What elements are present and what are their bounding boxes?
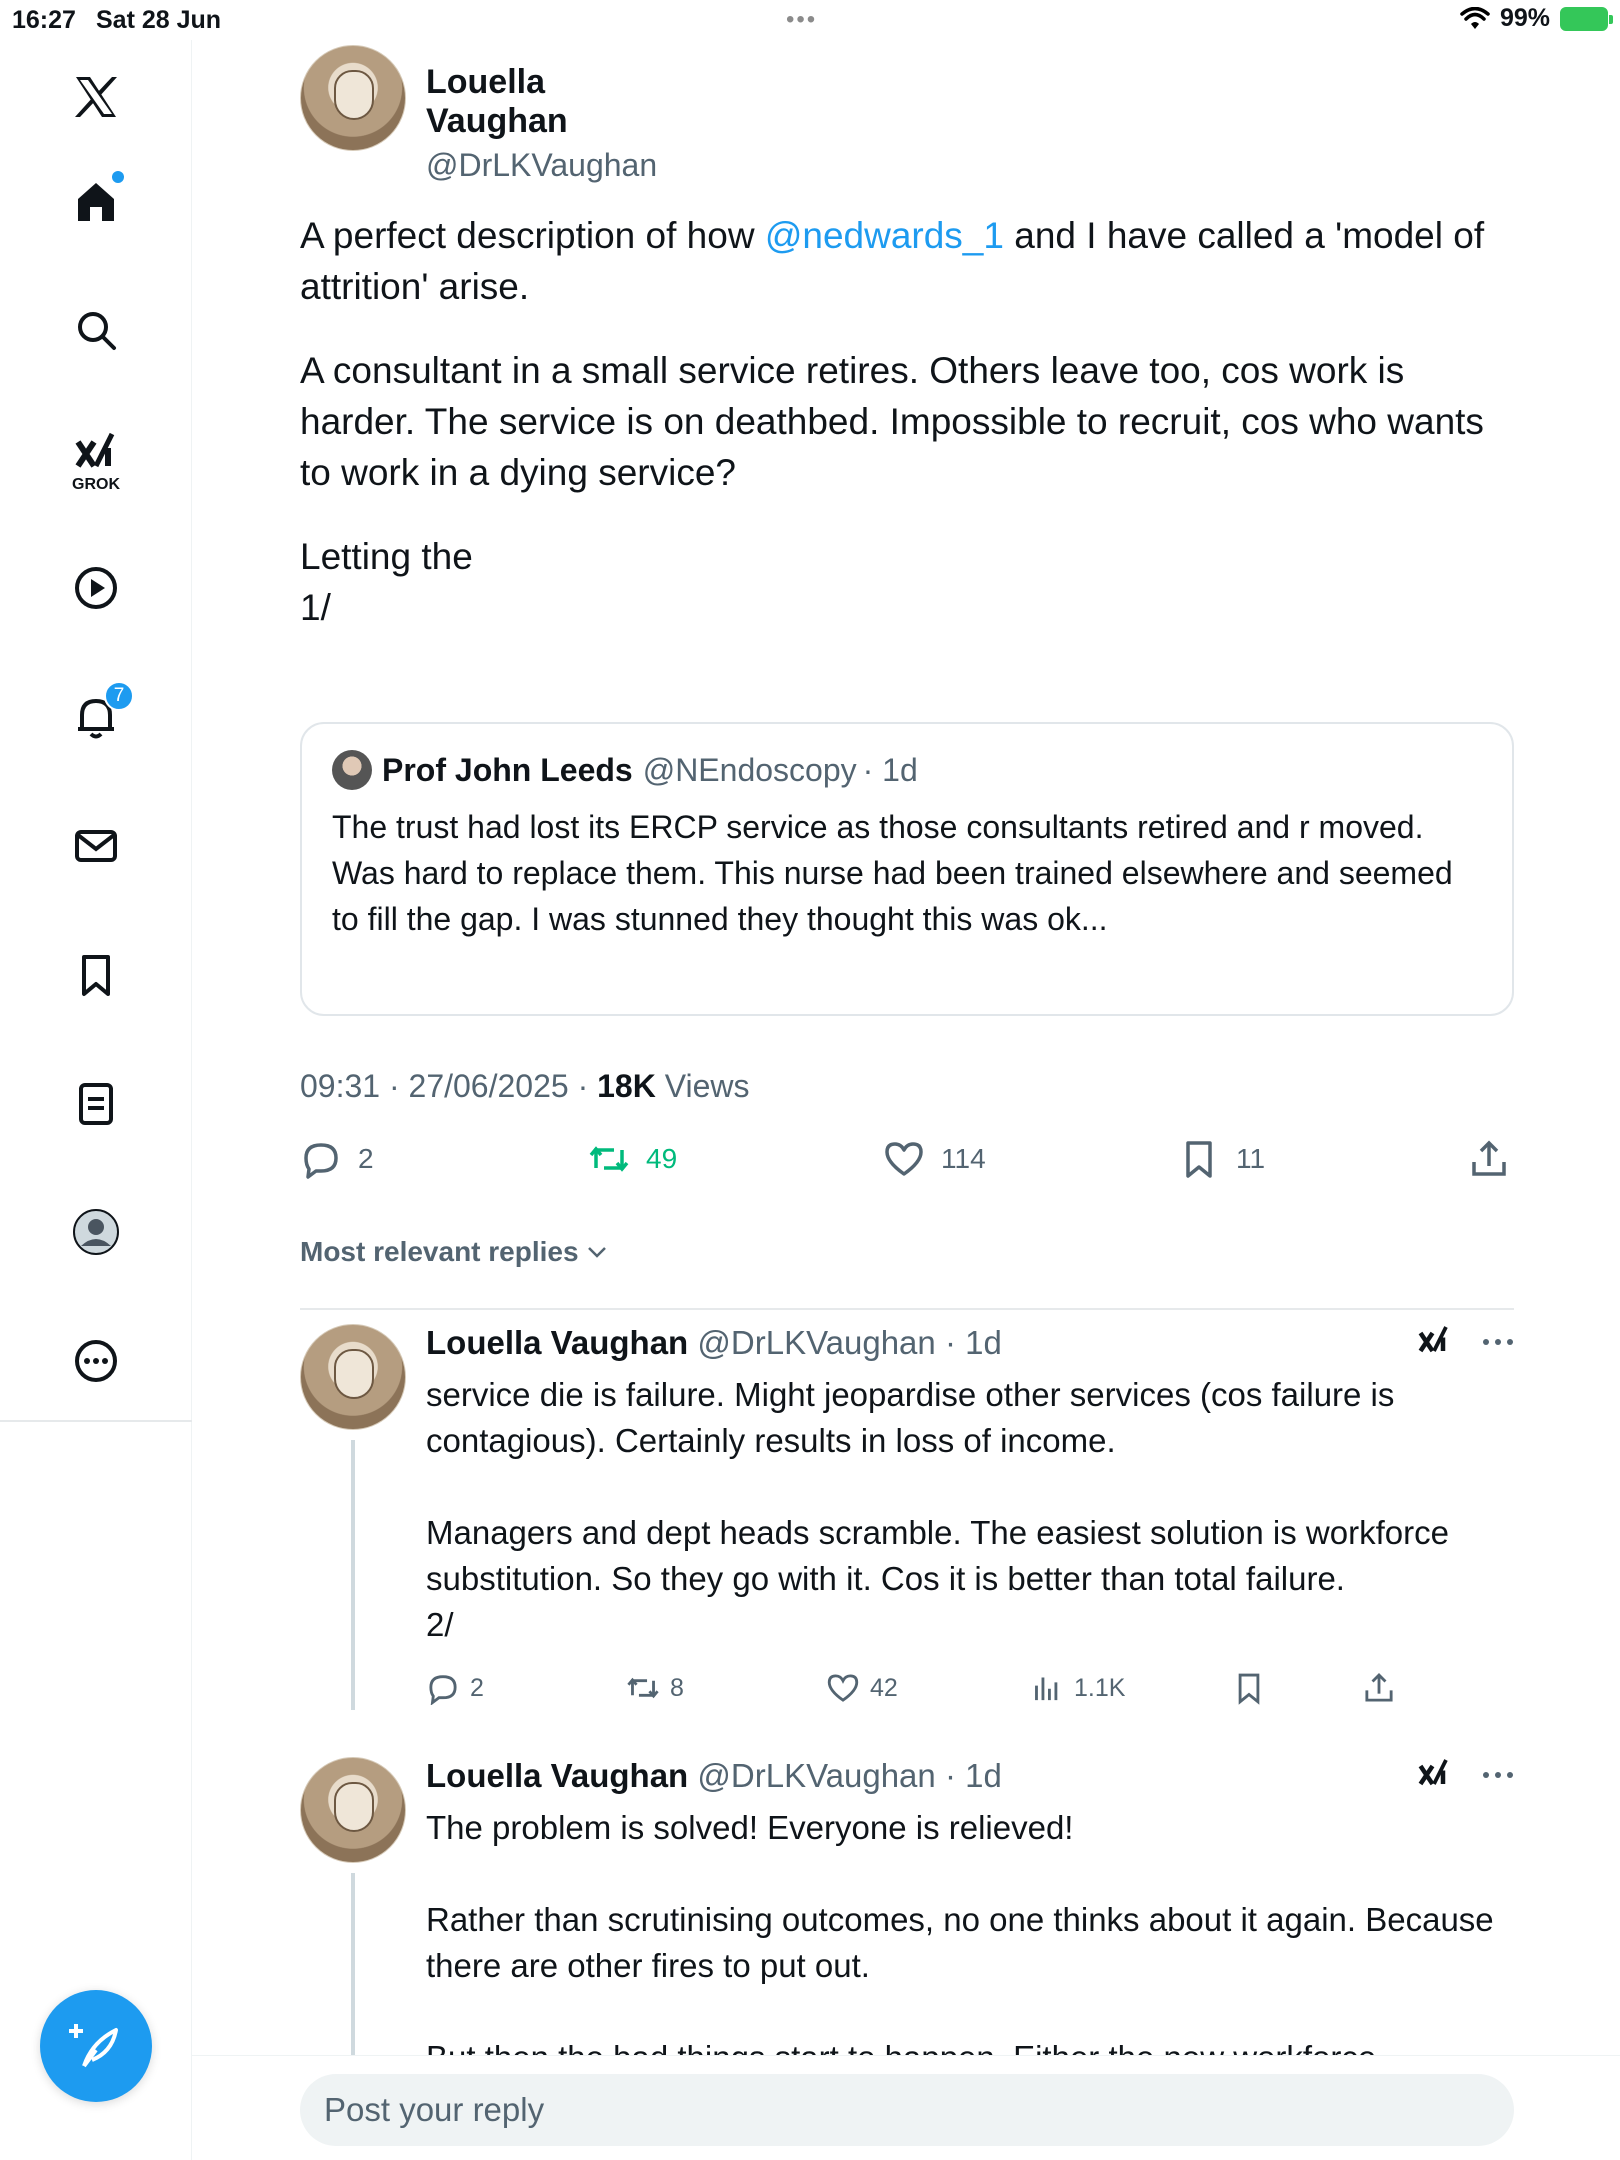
video-icon[interactable]: [64, 556, 128, 620]
sidebar: [0, 40, 192, 2160]
grok-icon[interactable]: [1416, 1324, 1452, 1360]
home-icon[interactable]: [64, 169, 128, 233]
share-button[interactable]: [1468, 1138, 1510, 1180]
reply-item[interactable]: [300, 1324, 1514, 1702]
more-icon[interactable]: [64, 1329, 128, 1393]
views-count: 18K: [597, 1068, 656, 1104]
retweet-count: 8: [670, 1673, 684, 1702]
battery-icon: [1560, 7, 1608, 31]
tweet-body: [300, 210, 1514, 666]
quoted-author-name: Prof John Leeds: [382, 751, 633, 788]
retweet-icon: [626, 1671, 660, 1705]
reply-button[interactable]: [300, 1138, 374, 1180]
reply-paragraph: Rather than scrutinising outcomes, no one thinks about it again. Because there are other fires to put out.: [426, 1901, 1494, 1984]
reply-paragraph: Managers and dept heads scramble. The easiest solution is workforce substitution. So they go with it. Cos it is better than total failure.: [426, 1514, 1449, 1597]
reply-time: · 1d: [944, 1757, 1002, 1794]
reply-author-handle[interactable]: @DrLKVaughan: [697, 1757, 936, 1794]
reply-paragraph: service die is failure. Might jeopardise other services (cos failure is contagious). Certainly results in loss of income.: [426, 1376, 1395, 1459]
views-button[interactable]: [1030, 1671, 1125, 1705]
thread-counter: 2/: [426, 1606, 454, 1643]
tweet-paragraph: Letting the: [300, 536, 473, 577]
notifications-badge: 7: [104, 681, 134, 711]
retweet-icon: [588, 1138, 630, 1180]
author-handle[interactable]: @DrLKVaughan: [426, 147, 658, 183]
x-logo-icon[interactable]: [64, 65, 128, 129]
analytics-icon: [1030, 1671, 1064, 1705]
reply-item[interactable]: [300, 1757, 1514, 2097]
reply-author-handle[interactable]: @DrLKVaughan: [697, 1324, 936, 1361]
bookmark-button[interactable]: [1178, 1138, 1265, 1180]
grok-label: GROK: [72, 476, 120, 493]
reply-count: 2: [470, 1673, 484, 1702]
retweet-button[interactable]: [588, 1138, 677, 1180]
status-bar: [0, 0, 1620, 40]
reply-input[interactable]: [300, 2074, 1514, 2146]
share-icon: [1468, 1138, 1510, 1180]
grok-icon[interactable]: [1416, 1757, 1452, 1793]
bookmark-icon: [1178, 1138, 1220, 1180]
like-count: 114: [941, 1143, 986, 1174]
quoted-text: The trust had lost its ERCP service as those consultants retired and r moved. Was hard to replace them. This nurse had been trained elsewhere and seemed to fill the gap. I was stunned they thought this was ok...: [332, 809, 1453, 937]
author-name[interactable]: Louella Vaughan: [426, 63, 568, 140]
reply-paragraph: The problem is solved! Everyone is relieved!: [426, 1809, 1074, 1846]
quoted-tweet[interactable]: [300, 722, 1514, 1016]
more-options-icon[interactable]: [1482, 1336, 1514, 1348]
tweet-text-part: A perfect description of how: [300, 215, 765, 256]
tweet-paragraph: A consultant in a small service retires. Others leave too, cos work is harder. The service is on deathbed. Impossible to recruit, cos who wants to work in a dying service?: [300, 350, 1484, 493]
messages-icon[interactable]: [64, 814, 128, 878]
reply-author-name[interactable]: Louella Vaughan: [426, 1324, 689, 1361]
bookmark-icon: [1232, 1671, 1266, 1705]
heart-icon: [826, 1671, 860, 1705]
compose-post-button[interactable]: [40, 1990, 152, 2102]
like-button[interactable]: [826, 1671, 898, 1705]
tweet-actions: [300, 1138, 1514, 1192]
mention-link[interactable]: @nedwards_1: [764, 215, 1004, 256]
grok-icon[interactable]: [64, 422, 128, 493]
chevron-down-icon: [585, 1240, 609, 1264]
tweet-meta: [300, 1068, 749, 1105]
status-date: Sat 28 Jun: [96, 6, 222, 34]
search-icon[interactable]: [64, 298, 128, 362]
bookmarks-icon[interactable]: [64, 943, 128, 1007]
reply-time: · 1d: [944, 1324, 1002, 1361]
tweet-text-part: and I have called a 'model of attrition' arise.: [300, 215, 1485, 307]
reply-author-name[interactable]: Louella Vaughan: [426, 1757, 689, 1794]
views-count: 1.1K: [1074, 1673, 1126, 1702]
notifications-icon[interactable]: [64, 685, 128, 749]
quoted-author-avatar: [332, 750, 372, 790]
quoted-time: · 1d: [862, 751, 918, 788]
reply-composer-bar: [192, 2055, 1620, 2160]
more-options-icon[interactable]: [1482, 1769, 1514, 1781]
retweet-count: 49: [646, 1143, 678, 1174]
multitask-dots-icon[interactable]: •••: [786, 6, 818, 33]
author-avatar[interactable]: [300, 45, 406, 151]
bookmark-button[interactable]: [1232, 1671, 1266, 1705]
home-unread-dot: [112, 171, 124, 183]
divider: [300, 1308, 1514, 1310]
profile-avatar-icon[interactable]: [64, 1200, 128, 1264]
bookmark-count: 11: [1236, 1143, 1266, 1174]
reply-body: [426, 1372, 1514, 1694]
share-icon: [1362, 1671, 1396, 1705]
replies-sort-label: Most relevant replies: [300, 1236, 579, 1267]
wifi-icon: [1460, 7, 1490, 31]
views-label: Views: [655, 1068, 750, 1104]
sidebar-divider: [0, 1420, 192, 1422]
reply-button[interactable]: [426, 1671, 484, 1705]
battery-percent: 99%: [1499, 4, 1550, 32]
retweet-button[interactable]: [626, 1671, 684, 1705]
thread-counter: 1/: [300, 587, 331, 628]
reply-count: 2: [358, 1143, 374, 1174]
reply-avatar[interactable]: [300, 1757, 406, 1863]
reply-icon: [426, 1671, 460, 1705]
reply-avatar[interactable]: [300, 1324, 406, 1430]
replies-sort-dropdown[interactable]: [300, 1236, 609, 1268]
quoted-author-handle: @NEndoscopy: [642, 751, 857, 788]
like-count: 42: [870, 1673, 898, 1702]
thread-line: [351, 1440, 355, 1710]
share-button[interactable]: [1362, 1671, 1396, 1705]
tweet-timestamp[interactable]: 09:31 · 27/06/2025 ·: [300, 1068, 598, 1104]
author-header[interactable]: [300, 45, 658, 183]
status-time: 16:27: [12, 6, 76, 34]
heart-icon: [883, 1138, 925, 1180]
lists-icon[interactable]: [64, 1072, 128, 1136]
reply-icon: [300, 1138, 342, 1180]
feather-plus-icon: [66, 2016, 126, 2076]
like-button[interactable]: [883, 1138, 986, 1180]
reply-actions: [426, 1671, 1426, 1711]
